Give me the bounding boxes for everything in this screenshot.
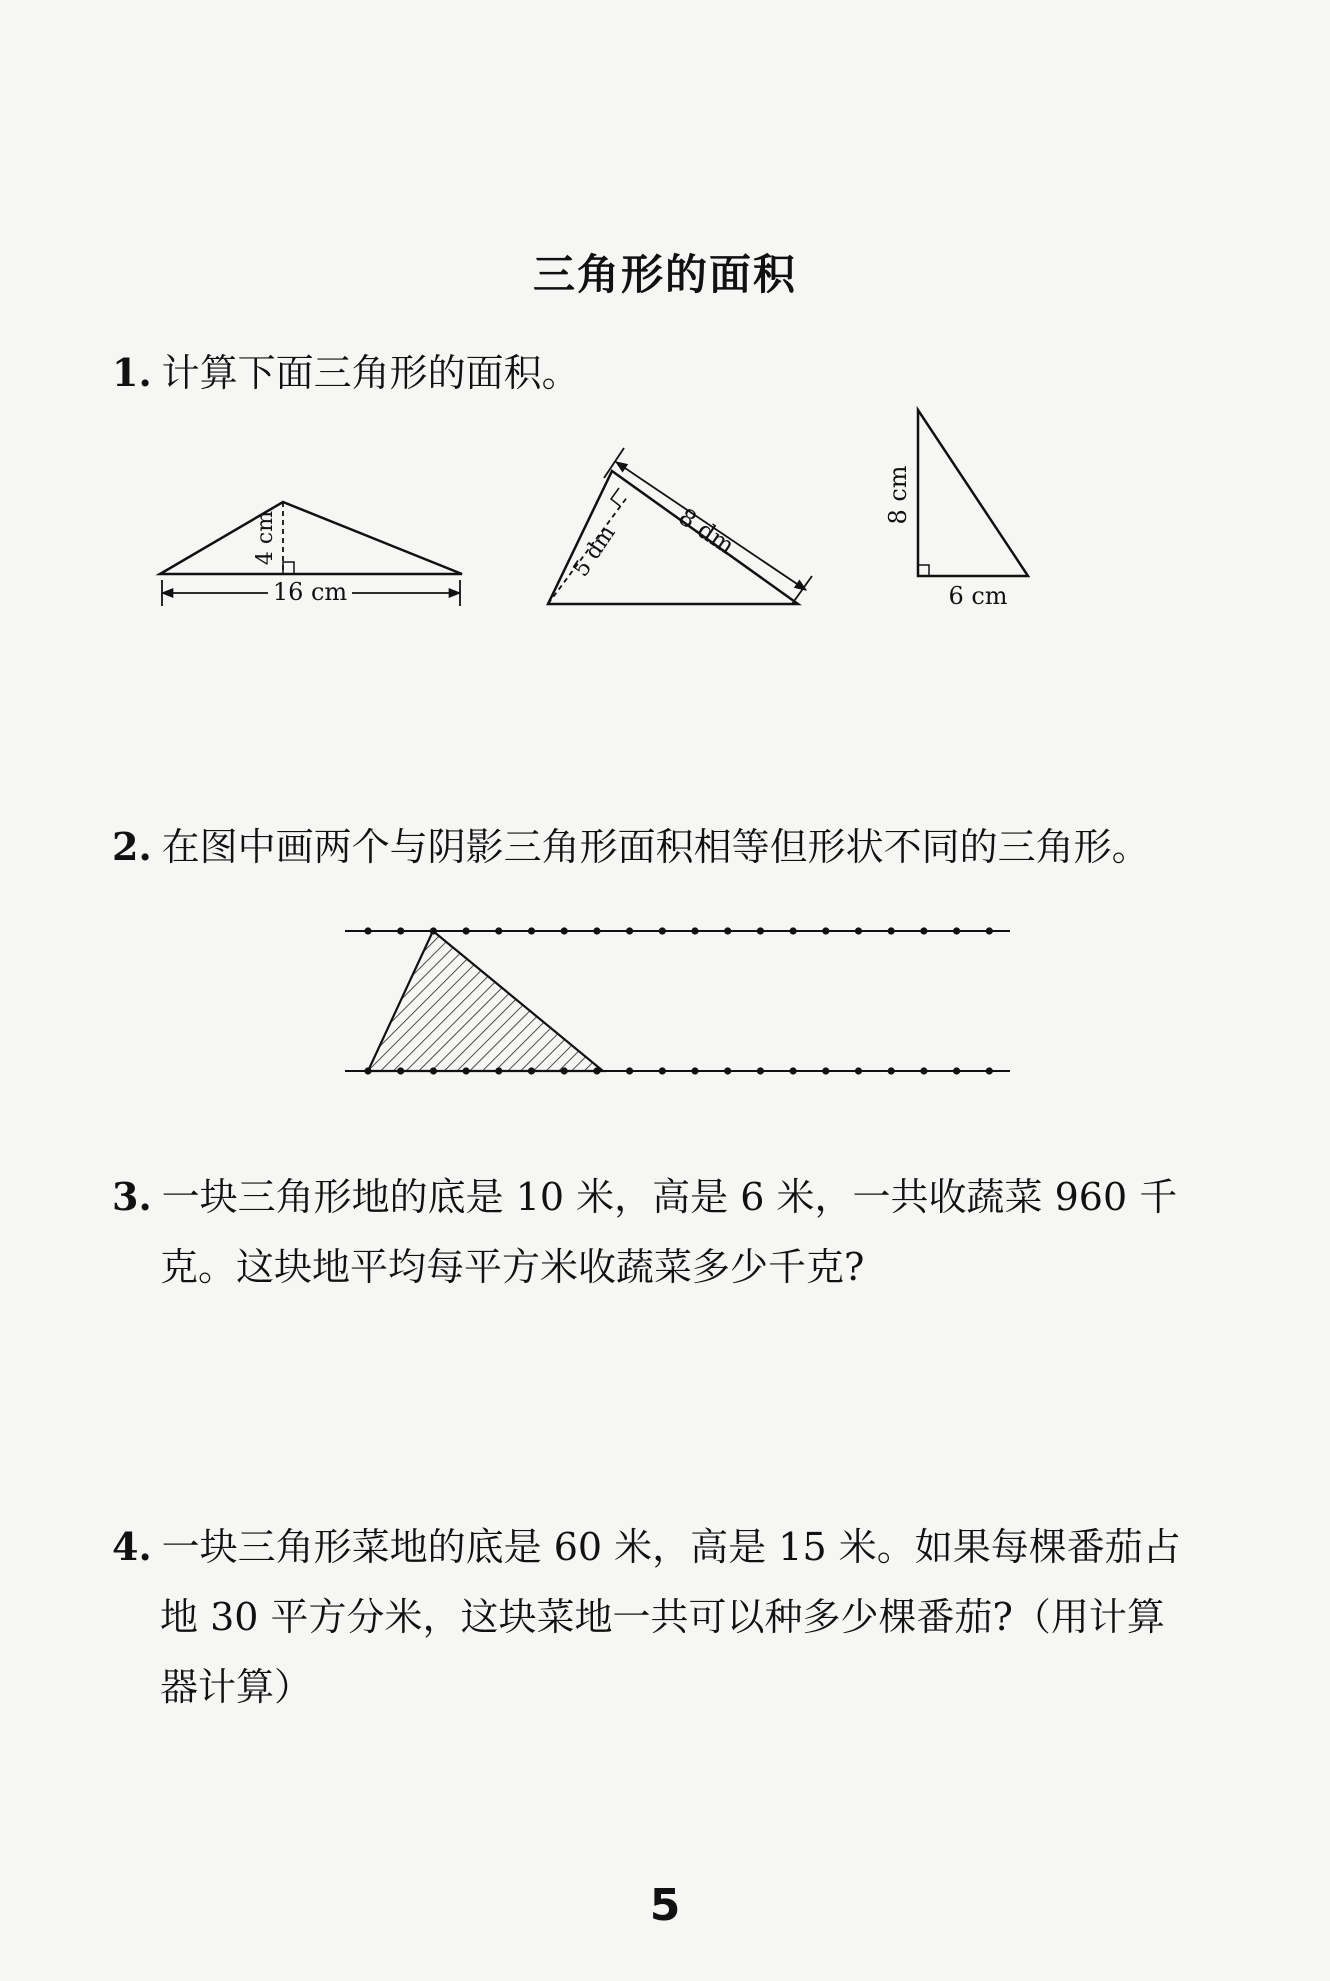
grid-dot <box>626 1067 633 1074</box>
question-4-number: 4. <box>112 1524 152 1569</box>
grid-dot <box>593 1067 600 1074</box>
grid-dot <box>757 927 764 934</box>
question-1-number: 1. <box>112 350 152 395</box>
grid-dot <box>920 927 927 934</box>
grid-dot <box>364 927 371 934</box>
question-4-line-2: 地 30 平方分米，这块菜地一共可以种多少棵番茄?（用计算 <box>160 1595 1165 1639</box>
question-2-number: 2. <box>112 824 152 869</box>
parallel-lines-figure <box>345 927 1010 1074</box>
grid-dot <box>953 1067 960 1074</box>
grid-dot <box>953 927 960 934</box>
grid-dot <box>822 927 829 934</box>
grid-dot <box>561 927 568 934</box>
fig-a-height-label: 4 cm <box>253 510 278 566</box>
grid-dot <box>495 927 502 934</box>
grid-dot <box>790 927 797 934</box>
question-1-text: 计算下面三角形的面积。 <box>161 351 580 395</box>
grid-dot <box>463 1067 470 1074</box>
question-3-number: 3. <box>112 1174 152 1219</box>
grid-dot <box>659 1067 666 1074</box>
grid-dot <box>986 1067 993 1074</box>
grid-dot <box>920 1067 927 1074</box>
triangle-figure-c <box>884 410 1028 610</box>
fig-b-height-label: 5 dm <box>568 521 621 582</box>
question-3-line-1: 一块三角形地的底是 10 米，高是 6 米，一共收蔬菜 960 千 <box>161 1175 1178 1219</box>
grid-dot <box>495 1067 502 1074</box>
grid-dot <box>430 927 437 934</box>
grid-dot <box>724 1067 731 1074</box>
grid-dot <box>561 1067 568 1074</box>
grid-dot <box>528 927 535 934</box>
grid-dot <box>659 927 666 934</box>
shaded-triangle <box>368 931 603 1071</box>
question-3-line-2: 克。这块地平均每平方米收蔬菜多少千克? <box>160 1245 865 1289</box>
page-title: 三角形的面积 <box>532 250 797 299</box>
grid-dot <box>822 1067 829 1074</box>
question-2 <box>112 812 1202 882</box>
fig-a-base-label: 16 cm <box>272 578 348 606</box>
fig-b-side-label: 8 dm <box>673 502 740 561</box>
fig-c-base-label: 6 cm <box>948 582 1008 610</box>
grid-dot <box>691 927 698 934</box>
grid-dot <box>855 927 862 934</box>
grid-dot <box>397 927 404 934</box>
grid-dot <box>757 1067 764 1074</box>
question-2-text: 在图中画两个与阴影三角形面积相等但形状不同的三角形。 <box>161 825 1150 869</box>
question-3 <box>112 1162 1202 1302</box>
grid-dot <box>986 927 993 934</box>
grid-dot <box>463 927 470 934</box>
grid-dot <box>364 1067 371 1074</box>
grid-dot <box>724 927 731 934</box>
question-4-line-3: 器计算） <box>160 1665 313 1709</box>
grid-dot <box>691 1067 698 1074</box>
grid-dot <box>430 1067 437 1074</box>
grid-dot <box>888 927 895 934</box>
grid-dot <box>790 1067 797 1074</box>
question-4 <box>112 1512 1202 1722</box>
question-4-line-1: 一块三角形菜地的底是 60 米，高是 15 米。如果每棵番茄占 <box>161 1525 1181 1569</box>
grid-dot <box>593 927 600 934</box>
grid-dot <box>855 1067 862 1074</box>
page-number: 5 <box>649 1880 681 1931</box>
grid-dot <box>888 1067 895 1074</box>
grid-dot <box>397 1067 404 1074</box>
fig-c-height-label: 8 cm <box>884 465 912 525</box>
grid-dot <box>626 927 633 934</box>
triangle-figure-b <box>548 448 812 604</box>
grid-dot <box>528 1067 535 1074</box>
triangle-figure-a <box>160 502 462 606</box>
